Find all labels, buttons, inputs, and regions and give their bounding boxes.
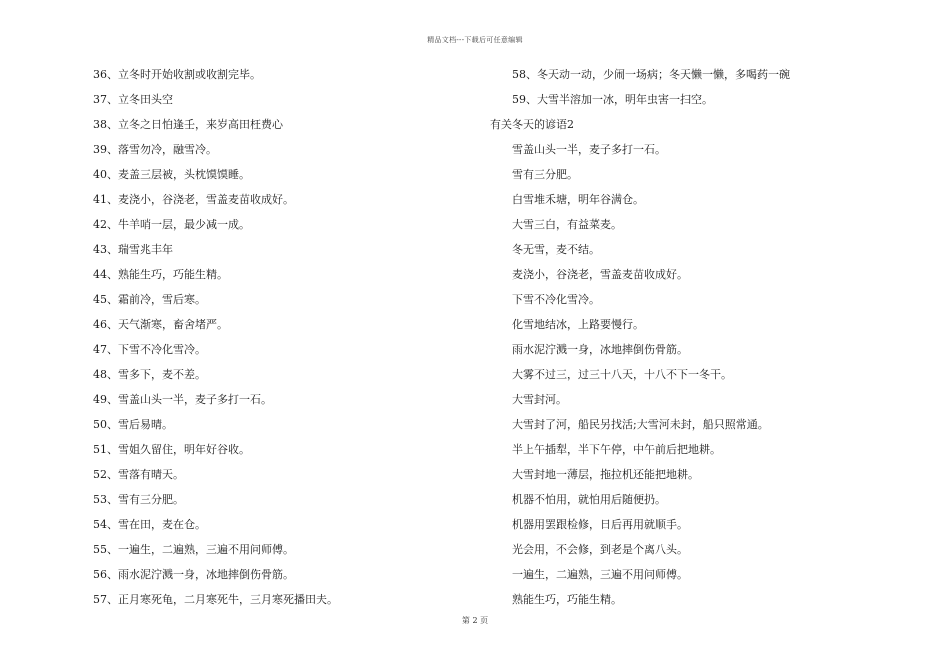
proverb-line: 40、麦盖三层被，头枕馍馍睡。 bbox=[93, 168, 250, 181]
right-column bbox=[490, 66, 910, 616]
proverb-line: 58、冬天动一动，少闹一场病；冬天懒一懒，多喝药一碗 bbox=[512, 68, 790, 81]
proverb-line: 白雪堆禾塘，明年谷满仓。 bbox=[512, 193, 644, 206]
proverb-line: 39、落雪勿冷，融雪冷。 bbox=[93, 143, 217, 156]
proverb-line: 55、一遍生，二遍熟，三遍不用问师傅。 bbox=[93, 543, 294, 556]
proverb-line: 化雪地结冰，上路要慢行。 bbox=[512, 318, 644, 331]
proverb-line: 44、熟能生巧，巧能生精。 bbox=[93, 268, 228, 281]
proverb-line: 48、雪多下，麦不差。 bbox=[93, 368, 206, 381]
proverb-line: 大雪封了河，船民另找活;大雪河未封，船只照常通。 bbox=[512, 418, 769, 431]
proverb-line: 大雪封河。 bbox=[512, 393, 567, 406]
proverb-line: 51、雪姐久留住，明年好谷收。 bbox=[93, 443, 250, 456]
section-title: 有关冬天的谚语2 bbox=[490, 118, 574, 131]
left-column bbox=[93, 66, 473, 616]
proverb-line: 熟能生巧，巧能生精。 bbox=[512, 593, 622, 606]
proverb-line: 47、下雪不冷化雪冷。 bbox=[93, 343, 206, 356]
proverb-line: 45、霜前冷，雪后寒。 bbox=[93, 293, 206, 306]
proverb-line: 雨水泥泞溅一身，冰地摔倒伤骨筋。 bbox=[512, 343, 688, 356]
proverb-line: 下雪不冷化雪冷。 bbox=[512, 293, 600, 306]
page-number: 第 2 页 bbox=[461, 616, 489, 625]
proverb-line: 大雪三白，有益菜麦。 bbox=[512, 218, 622, 231]
proverb-line: 49、雪盖山头一半，麦子多打一石。 bbox=[93, 393, 272, 406]
proverb-line: 36、立冬时开始收割或收割完毕。 bbox=[93, 68, 261, 81]
proverb-line: 光会用，不会修，到老是个离八头。 bbox=[512, 543, 688, 556]
proverb-line: 37、立冬田头空 bbox=[93, 93, 173, 106]
proverb-line: 麦浇小，谷浇老，雪盖麦苗收成好。 bbox=[512, 268, 688, 281]
proverb-line: 雪盖山头一半，麦子多打一石。 bbox=[512, 143, 666, 156]
proverb-line: 43、瑞雪兆丰年 bbox=[93, 243, 173, 256]
proverb-line: 一遍生，二遍熟，三遍不用问师傅。 bbox=[512, 568, 688, 581]
proverb-line: 冬无雪，麦不结。 bbox=[512, 243, 600, 256]
proverb-line: 50、雪后易晴。 bbox=[93, 418, 173, 431]
proverb-line: 雪有三分肥。 bbox=[512, 168, 578, 181]
proverb-line: 42、牛羊哨一层，最少减一成。 bbox=[93, 218, 250, 231]
proverb-line: 52、雪落有晴天。 bbox=[93, 468, 184, 481]
proverb-line: 大雪封地一薄层，拖拉机还能把地耕。 bbox=[512, 468, 699, 481]
proverb-line: 54、雪在田，麦在仓。 bbox=[93, 518, 206, 531]
proverb-line: 38、立冬之日怕逢壬，来岁高田枉费心 bbox=[93, 118, 283, 131]
proverb-line: 53、雪有三分肥。 bbox=[93, 493, 184, 506]
proverb-line: 59、大雪半溶加一冰，明年虫害一扫空。 bbox=[512, 93, 713, 106]
proverb-line: 41、麦浇小，谷浇老，雪盖麦苗收成好。 bbox=[93, 193, 294, 206]
proverb-line: 大雾不过三，过三十八天，十八不下一冬干。 bbox=[512, 368, 732, 381]
proverb-line: 57、正月寒死龟，二月寒死牛，三月寒死播田夫。 bbox=[93, 593, 338, 606]
proverb-line: 机器不怕用，就怕用后随便扔。 bbox=[512, 493, 666, 506]
proverb-line: 机器用罢跟检修，日后再用就顺手。 bbox=[512, 518, 688, 531]
proverb-line: 46、天气渐寒，畜舍堵严。 bbox=[93, 318, 228, 331]
proverb-line: 56、雨水泥泞溅一身，冰地摔倒伤骨筋。 bbox=[93, 568, 294, 581]
proverb-line: 半上午插犁，半下午停，中午前后把地耕。 bbox=[512, 443, 721, 456]
page-header: 精品文档---下载后可任意编辑 bbox=[427, 36, 523, 44]
